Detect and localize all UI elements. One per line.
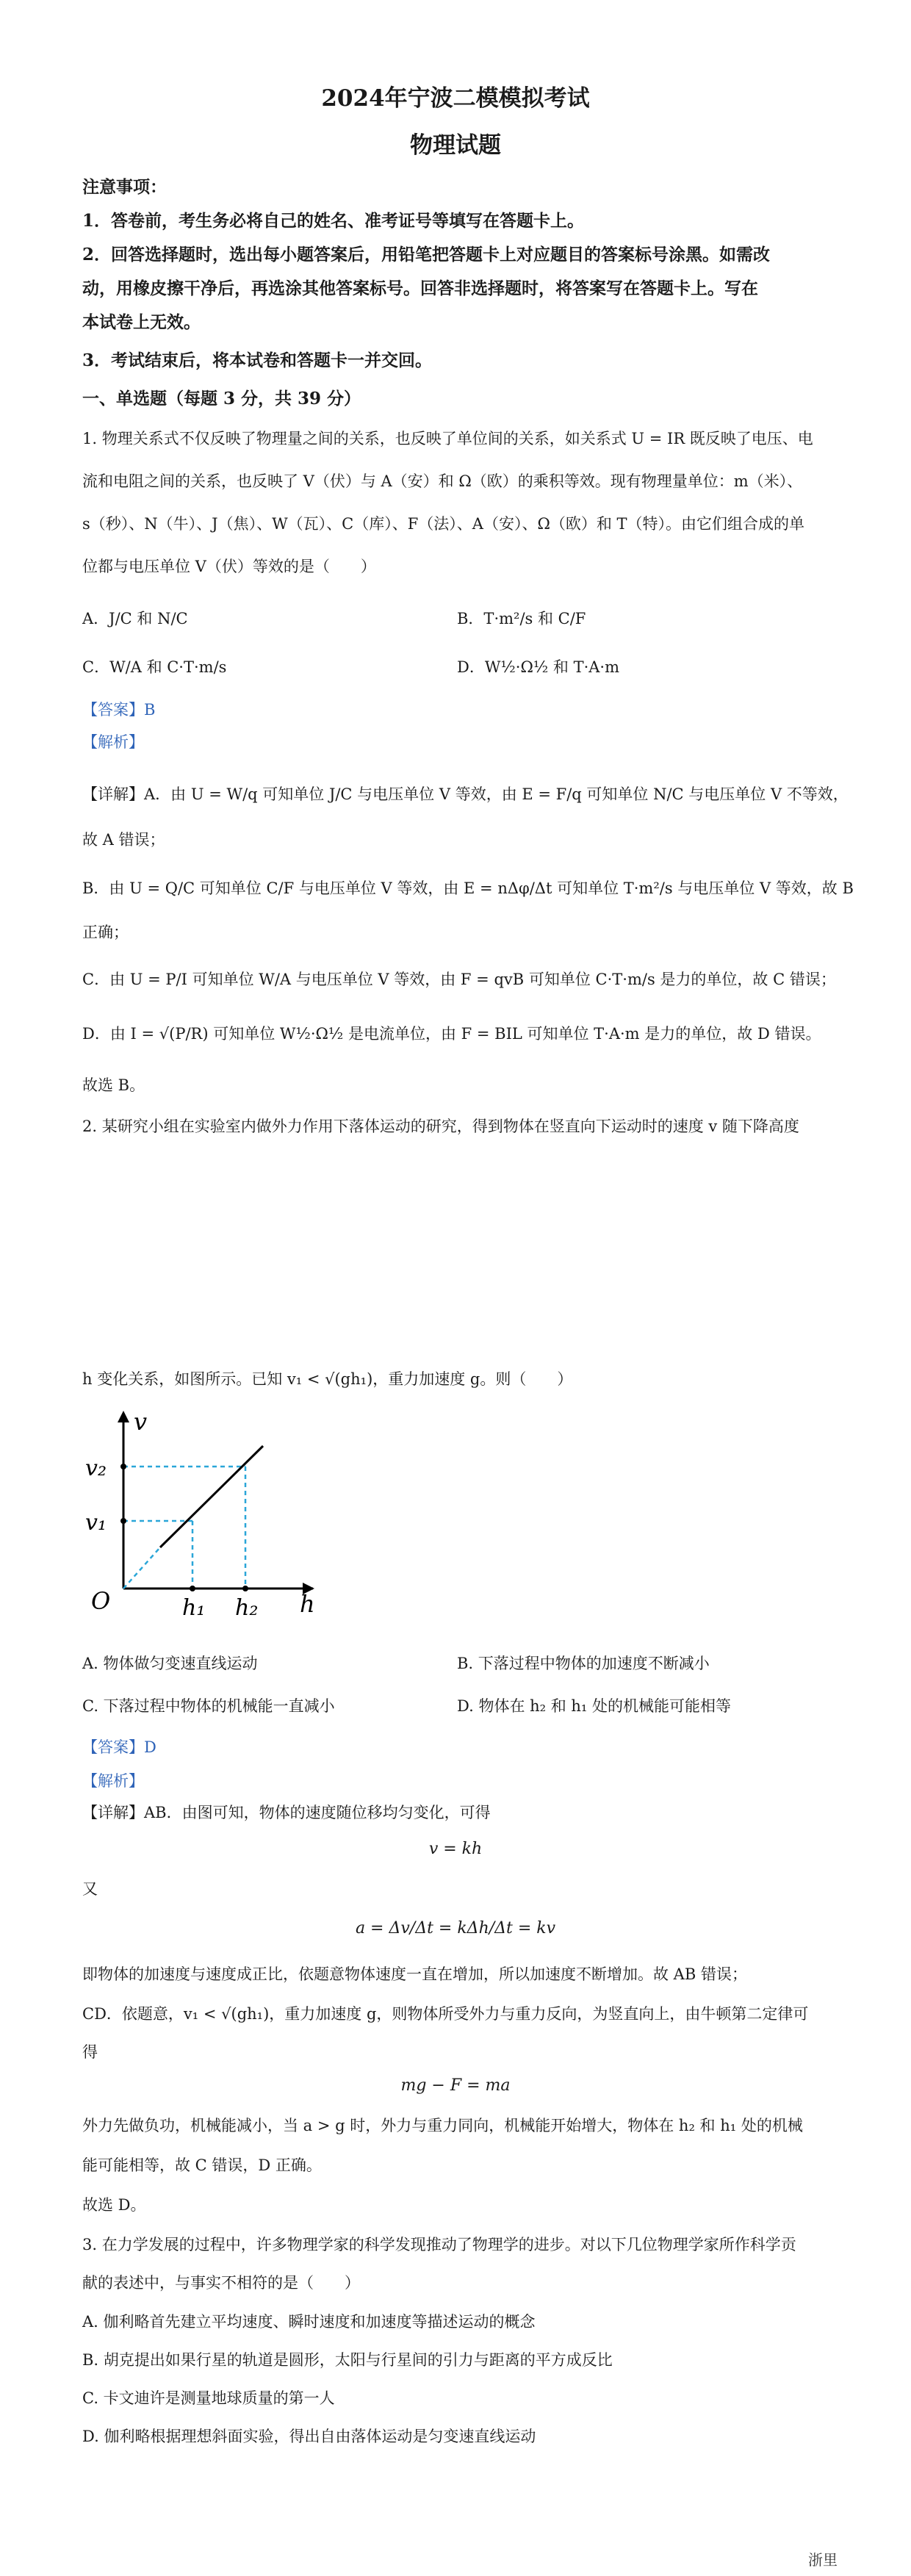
notice-item: 1．答卷前，考生务必将自己的姓名、准考证号等填写在答题卡上。 (82, 211, 585, 231)
notice-item: 动，用橡皮擦干净后，再选涂其他答案标号。回答非选择题时，将答案写在答题卡上。写在 (82, 278, 758, 298)
q2-detail-line: 外力先做负功，机械能减小，当 a > g 时，外力与重力同向，机械能开始增大，物体在 h₂ 和 h₁ 处的机械 (82, 2117, 803, 2134)
q3-option-a: A. 伽利略首先建立平均速度、瞬时速度和加速度等描述运动的概念 (82, 2313, 536, 2331)
question-1-line: 流和电阻之间的关系，也反映了 V（伏）与 A（安）和 Ω（欧）的乘积等效。现有物理量单位：m（米）、 (82, 472, 803, 490)
q2-detail-line: 又 (82, 1880, 98, 1898)
q2-conclusion: 故选 D。 (82, 2196, 146, 2214)
q2-analysis-label: 【解析】 (82, 1772, 144, 1790)
question-2-line: 2. 某研究小组在实验室内做外力作用下落体运动的研究，得到物体在竖直向下运动时的速度 v 随下降高度 (82, 1118, 799, 1135)
q3-option-b: B. 胡克提出如果行星的轨道是圆形，太阳与行星间的引力与距离的平方成反比 (82, 2351, 613, 2369)
notice-item: 3．考试结束后，将本试卷和答题卡一并交回。 (82, 350, 433, 370)
notice-item: 本试卷上无效。 (82, 312, 201, 332)
q2-option-d: D. 物体在 h₂ 和 h₁ 处的机械能可能相等 (457, 1697, 732, 1715)
q2-option-b: B. 下落过程中物体的加速度不断减小 (457, 1655, 710, 1672)
q1-option-a: A．J/C 和 N/C (82, 610, 188, 627)
q2-equation: v = kh (428, 1840, 483, 1858)
section-heading: 一、单选题（每题 3 分，共 39 分） (82, 389, 361, 409)
q1-option-c: C．W/A 和 C·T·m/s (82, 658, 227, 676)
q1-detail-line: D．由 I = √(P/R) 可知单位 W½·Ω½ 是电流单位，由 F = BIL 可知单位 T·A·m 是力的单位，故 D 错误。 (82, 1025, 821, 1043)
q1-detail-line: 故 A 错误； (82, 831, 165, 849)
exam-title: 2024年宁波二模模拟考试 (321, 85, 590, 112)
q2-equation: mg − F = ma (400, 2076, 511, 2095)
q2-option-c: C. 下落过程中物体的机械能一直减小 (82, 1697, 335, 1715)
h2-label: h₂ (235, 1595, 259, 1616)
extrapolation-line (123, 1547, 160, 1589)
v-h-line (160, 1446, 263, 1547)
q1-detail-line: B．由 U = Q/C 可知单位 C/F 与电压单位 V 等效，由 E = nΔφ/Δt 可知单位 T·m²/s 与电压单位 V 等效，故 B (82, 879, 854, 897)
q1-detail-line: 正确； (82, 924, 129, 941)
question-3-line: 3. 在力学发展的过程中，许多物理学家的科学发现推动了物理学的进步。对以下几位物理学家所作科学贡 (82, 2236, 796, 2253)
h1-tick (190, 1586, 195, 1591)
q2-option-a: A. 物体做匀变速直线运动 (82, 1655, 258, 1672)
velocity-height-graph (79, 1403, 322, 1616)
x-axis-label: h (300, 1590, 315, 1616)
origin-label: O (91, 1587, 111, 1615)
q2-detail-line: 【详解】AB．由图可知，物体的速度随位移均匀变化，可得 (82, 1804, 491, 1821)
q1-analysis-label: 【解析】 (82, 733, 144, 751)
v2-tick (120, 1464, 126, 1469)
q2-detail-line: 能可能相等，故 C 错误，D 正确。 (82, 2156, 322, 2174)
q2-equation: a = Δv/Δt = kΔh/Δt = kv (355, 1919, 556, 1938)
question-1-line: 位都与电压单位 V（伏）等效的是（ ） (82, 558, 376, 575)
q1-answer: 【答案】B (82, 701, 156, 719)
v1-tick (120, 1518, 126, 1524)
q2-answer: 【答案】D (82, 1738, 156, 1756)
question-1-line: s（秒）、N（牛）、J（焦）、W（瓦）、C（库）、F（法）、A（安）、Ω（欧）和 T（特）。由它们组合成的单 (82, 515, 805, 533)
notice-heading: 注意事项： (82, 177, 167, 197)
notice-item: 2．回答选择题时，选出每小题答案后，用铅笔把答题卡上对应题目的答案标号涂黑。如需改 (82, 245, 771, 265)
footer-mark: 浙里 (808, 2551, 838, 2569)
h2-tick (242, 1586, 248, 1591)
y-axis-label: v (134, 1408, 148, 1436)
q1-option-d: D．W½·Ω½ 和 T·A·m (457, 658, 620, 676)
q1-detail-line: C．由 U = P/I 可知单位 W/A 与电压单位 V 等效，由 F = qvB 可知单位 C·T·m/s 是力的单位，故 C 错误； (82, 971, 836, 988)
q3-option-c: C. 卡文迪许是测量地球质量的第一人 (82, 2389, 335, 2407)
q1-detail-line: 【详解】A．由 U = W/q 可知单位 J/C 与电压单位 V 等效，由 E = F/q 可知单位 N/C 与电压单位 V 不等效， (82, 785, 849, 803)
exam-subtitle: 物理试题 (410, 132, 501, 159)
v2-label: v₂ (85, 1456, 107, 1481)
question-2-line: h 变化关系，如图所示。已知 v₁ < √(gh₁)，重力加速度 g。则（ ） (82, 1370, 573, 1388)
question-3-line: 献的表述中，与事实不相符的是（ ） (82, 2274, 360, 2292)
q2-detail-line: 即物体的加速度与速度成正比，依题意物体速度一直在增加，所以加速度不断增加。故 AB 错误； (82, 1965, 747, 1983)
q2-detail-line: 得 (82, 2043, 98, 2061)
question-1-line: 1. 物理关系式不仅反映了物理量之间的关系，也反映了单位间的关系，如关系式 U = IR 既反映了电压、电 (82, 430, 813, 447)
v1-label: v₁ (85, 1510, 107, 1536)
q1-detail-line: 故选 B。 (82, 1076, 145, 1094)
y-axis-arrow-icon (118, 1411, 129, 1422)
q3-option-d: D. 伽利略根据理想斜面实验，得出自由落体运动是匀变速直线运动 (82, 2428, 536, 2445)
h1-label: h₁ (182, 1595, 206, 1616)
q1-option-b: B．T·m²/s 和 C/F (457, 610, 586, 627)
q2-detail-line: CD．依题意，v₁ < √(gh₁)，重力加速度 g，则物体所受外力与重力反向，为竖直向上，由牛顿第二定律可 (82, 2005, 809, 2023)
